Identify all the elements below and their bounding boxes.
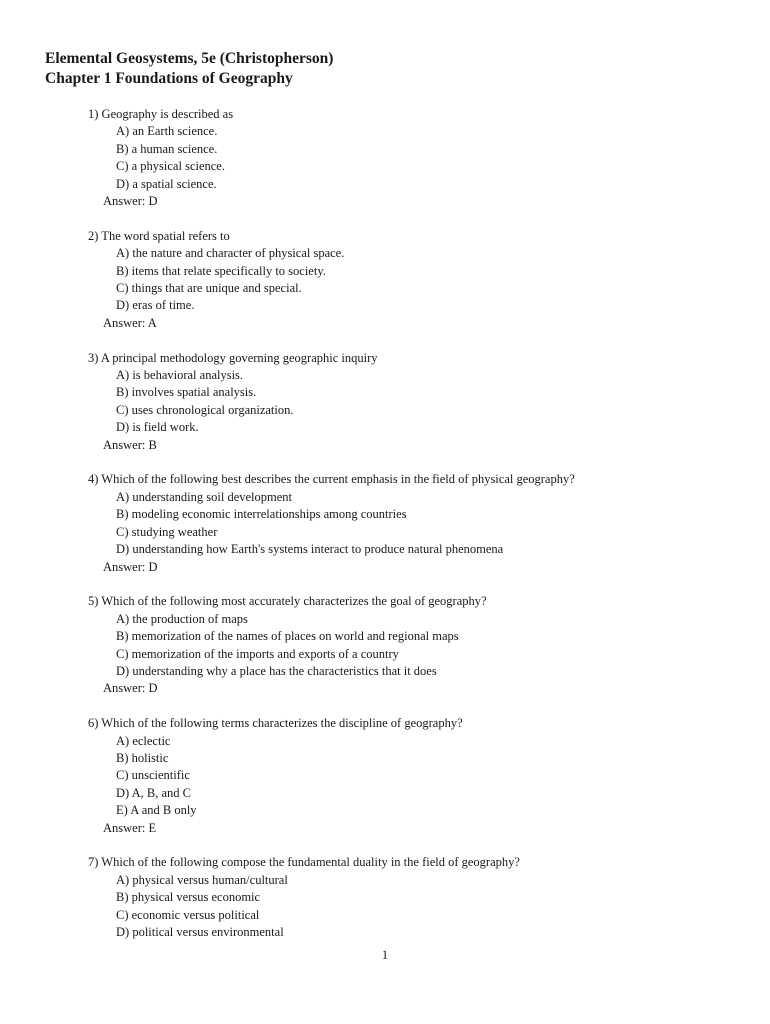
- question-block: [88, 471, 748, 575]
- answer-option: D) eras of time.: [116, 298, 195, 313]
- answer-option: A) physical versus human/cultural: [116, 872, 288, 887]
- answer-option: B) items that relate specifically to society.: [116, 263, 326, 278]
- answer-key: Answer: D: [103, 681, 158, 696]
- answer-option: D) is field work.: [116, 420, 199, 435]
- page-number: 1: [381, 948, 389, 962]
- answer-option: E) A and B only: [116, 803, 197, 818]
- answer-option: A) an Earth science.: [116, 124, 218, 139]
- answer-key: Answer: E: [103, 820, 157, 835]
- answer-option: B) a human science.: [116, 141, 218, 156]
- question-stem: 5) Which of the following most accurately characterizes the goal of geography?: [88, 594, 487, 609]
- question-block: [88, 593, 748, 697]
- answer-option: C) things that are unique and special.: [116, 281, 302, 296]
- question-stem: 3) A principal methodology governing geographic inquiry: [88, 350, 378, 365]
- answer-option: C) studying weather: [116, 524, 218, 539]
- question-block: [88, 715, 748, 837]
- answer-option: B) physical versus economic: [116, 890, 261, 905]
- answer-option: D) A, B, and C: [116, 785, 191, 800]
- answer-option: D) understanding why a place has the characteristics that it does: [116, 663, 437, 678]
- answer-option: B) involves spatial analysis.: [116, 385, 257, 400]
- answer-option: A) is behavioral analysis.: [116, 368, 244, 383]
- answer-option: A) the production of maps: [116, 611, 248, 626]
- answer-option: A) eclectic: [116, 733, 171, 748]
- question-stem: 4) Which of the following best describes the current emphasis in the field of physical geography?: [88, 472, 575, 487]
- question-block: [88, 854, 748, 941]
- question-block: [88, 106, 748, 210]
- question-stem: 1) Geography is described as: [88, 107, 234, 121]
- chapter-title: Chapter 1 Foundations of Geography: [45, 70, 293, 87]
- answer-option: B) modeling economic interrelationships among countries: [116, 507, 407, 522]
- answer-key: Answer: D: [103, 559, 158, 574]
- question-block: [88, 228, 748, 332]
- answer-option: A) understanding soil development: [116, 489, 293, 504]
- answer-option: A) the nature and character of physical space.: [116, 246, 345, 261]
- question-stem: 6) Which of the following terms characterizes the discipline of geography?: [88, 716, 463, 731]
- answer-option: C) a physical science.: [116, 159, 225, 174]
- question-list: [88, 106, 748, 959]
- answer-option: B) holistic: [116, 750, 169, 765]
- answer-option: C) economic versus political: [116, 907, 260, 922]
- answer-option: C) unscientific: [116, 768, 190, 783]
- answer-key: Answer: D: [103, 194, 158, 209]
- question-block: [88, 350, 748, 454]
- answer-option: C) uses chronological organization.: [116, 402, 294, 417]
- answer-option: D) political versus environmental: [116, 925, 284, 939]
- answer-key: Answer: A: [103, 315, 157, 330]
- answer-option: D) a spatial science.: [116, 176, 217, 191]
- answer-option: C) memorization of the imports and exports of a country: [116, 646, 399, 661]
- answer-option: B) memorization of the names of places on world and regional maps: [116, 629, 459, 644]
- book-title: Elemental Geosystems, 5e (Christopherson): [45, 50, 334, 67]
- question-stem: 7) Which of the following compose the fundamental duality in the field of geography?: [88, 855, 520, 870]
- answer-key: Answer: B: [103, 437, 157, 452]
- answer-option: D) understanding how Earth's systems interact to produce natural phenomena: [116, 542, 504, 557]
- question-stem: 2) The word spatial refers to: [88, 228, 230, 243]
